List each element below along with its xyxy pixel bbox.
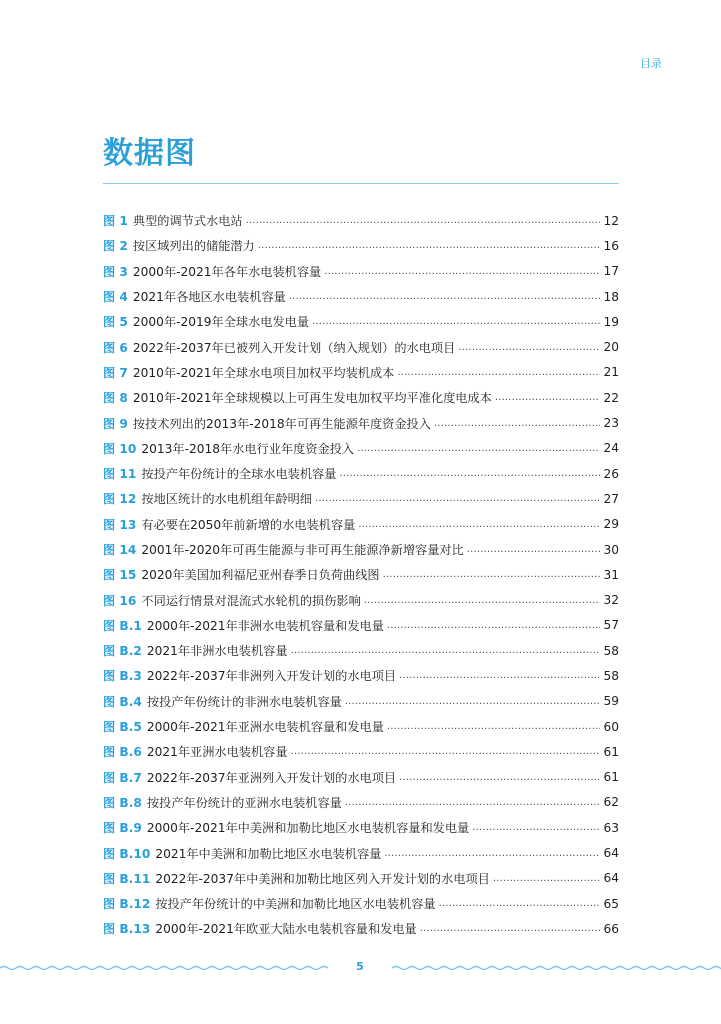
figure-title: 2000年-2021年欧亚大陆水电装机容量和发电量 bbox=[155, 922, 417, 937]
figure-title: 2000年-2021年非洲水电装机容量和发电量 bbox=[146, 618, 384, 633]
figure-page-number: 19 bbox=[603, 314, 619, 329]
figure-page-number: 61 bbox=[603, 770, 619, 785]
figure-page-number: 62 bbox=[603, 795, 619, 810]
figure-entry[interactable] bbox=[103, 790, 619, 815]
dot-leader bbox=[495, 392, 601, 403]
figure-number: 图 12 bbox=[103, 492, 137, 507]
figure-number: 图 B.4 bbox=[103, 694, 142, 709]
figure-page-number: 66 bbox=[603, 921, 619, 936]
toc-link[interactable]: 目录 bbox=[640, 57, 662, 70]
dot-leader bbox=[420, 923, 601, 934]
figure-number: 图 B.9 bbox=[103, 821, 142, 836]
figure-number: 图 B.6 bbox=[103, 745, 142, 760]
figure-page-number: 29 bbox=[603, 517, 619, 532]
dot-leader bbox=[399, 772, 600, 783]
figure-title: 2000年-2021年亚洲水电装机容量和发电量 bbox=[146, 720, 384, 735]
figure-page-number: 18 bbox=[603, 289, 619, 304]
dot-leader bbox=[339, 468, 600, 479]
figure-page-number: 65 bbox=[603, 896, 619, 911]
figure-title: 按投产年份统计的亚洲水电装机容量 bbox=[146, 795, 342, 810]
figure-page-number: 64 bbox=[603, 846, 619, 861]
dot-leader bbox=[345, 797, 601, 808]
figure-number: 图 B.11 bbox=[103, 871, 151, 886]
dot-leader bbox=[387, 620, 601, 631]
figure-title: 2000年-2021年中美洲和加勒比地区水电装机容量和发电量 bbox=[146, 821, 470, 836]
figure-title: 2010年-2021年全球规模以上可再生发电加权平均平准化度电成本 bbox=[132, 391, 492, 406]
figure-page-number: 31 bbox=[603, 567, 619, 582]
figure-title: 2020年美国加利福尼亚州春季日负荷曲线图 bbox=[141, 568, 380, 583]
dot-leader bbox=[434, 418, 601, 429]
figure-title: 2022年-2037年中美洲和加勒比地区列入开发计划的水电项目 bbox=[155, 871, 490, 886]
figure-number: 图 6 bbox=[103, 340, 128, 355]
figure-number: 图 5 bbox=[103, 315, 128, 330]
dot-leader bbox=[364, 595, 601, 606]
footer-wave-right bbox=[392, 967, 721, 970]
figure-entry[interactable] bbox=[103, 537, 619, 562]
figure-page-number: 24 bbox=[603, 441, 619, 456]
figure-page-number: 21 bbox=[603, 365, 619, 380]
figure-entry[interactable] bbox=[103, 309, 619, 334]
figure-entry[interactable] bbox=[103, 891, 619, 916]
figure-title: 按投产年份统计的非洲水电装机容量 bbox=[146, 694, 342, 709]
figure-entry[interactable] bbox=[103, 334, 619, 359]
figure-title: 2010年-2021年全球水电项目加权平均装机成本 bbox=[132, 365, 395, 380]
dot-leader bbox=[384, 848, 600, 859]
figure-title: 2022年-2037年亚洲列入开发计划的水电项目 bbox=[146, 770, 397, 785]
figure-number: 图 1 bbox=[103, 214, 128, 229]
figure-number: 图 11 bbox=[103, 467, 137, 482]
figure-entry[interactable] bbox=[103, 587, 619, 612]
figure-entry[interactable] bbox=[103, 360, 619, 385]
figure-title: 不同运行情景对混流式水轮机的损伤影响 bbox=[141, 593, 361, 608]
figure-entry[interactable] bbox=[103, 866, 619, 891]
figure-list bbox=[103, 208, 619, 942]
figure-page-number: 12 bbox=[603, 213, 619, 228]
figure-title: 按地区统计的水电机组年龄明细 bbox=[141, 492, 313, 507]
figure-entry[interactable] bbox=[103, 208, 619, 233]
figure-number: 图 B.3 bbox=[103, 669, 142, 684]
dot-leader bbox=[291, 746, 601, 757]
figure-page-number: 58 bbox=[603, 643, 619, 658]
figure-title: 按区域列出的储能潜力 bbox=[132, 239, 255, 254]
figure-number: 图 B.8 bbox=[103, 795, 142, 810]
figure-page-number: 59 bbox=[603, 694, 619, 709]
figure-number: 图 B.13 bbox=[103, 922, 151, 937]
dot-leader bbox=[387, 721, 601, 732]
figure-entry[interactable] bbox=[103, 562, 619, 587]
dot-leader bbox=[246, 215, 601, 226]
dot-leader bbox=[291, 645, 601, 656]
page-number: 5 bbox=[356, 960, 364, 973]
figure-page-number: 16 bbox=[603, 238, 619, 253]
figure-title: 2021年中美洲和加勒比地区水电装机容量 bbox=[155, 846, 382, 861]
dot-leader bbox=[493, 873, 601, 884]
figure-entry[interactable] bbox=[103, 233, 619, 258]
figure-number: 图 2 bbox=[103, 239, 128, 254]
figure-page-number: 30 bbox=[603, 542, 619, 557]
figure-title: 2022年-2037年非洲列入开发计划的水电项目 bbox=[146, 669, 397, 684]
figure-entry[interactable] bbox=[103, 765, 619, 790]
figure-number: 图 7 bbox=[103, 365, 128, 380]
figure-entry[interactable] bbox=[103, 815, 619, 840]
dot-leader bbox=[472, 822, 600, 833]
figure-entry[interactable] bbox=[103, 689, 619, 714]
figure-entry[interactable] bbox=[103, 714, 619, 739]
dot-leader bbox=[397, 367, 600, 378]
figure-entry[interactable] bbox=[103, 840, 619, 865]
figure-page-number: 32 bbox=[603, 593, 619, 608]
figure-page-number: 63 bbox=[603, 820, 619, 835]
figure-number: 图 8 bbox=[103, 391, 128, 406]
figure-page-number: 22 bbox=[603, 390, 619, 405]
dot-leader bbox=[439, 898, 601, 909]
page-title: 数据图 bbox=[103, 136, 196, 171]
figure-number: 图 9 bbox=[103, 416, 128, 431]
figure-number: 图 13 bbox=[103, 517, 137, 532]
dot-leader bbox=[345, 696, 601, 707]
figure-title: 2021年非洲水电装机容量 bbox=[146, 644, 288, 659]
dot-leader bbox=[289, 291, 601, 302]
figure-page-number: 26 bbox=[603, 466, 619, 481]
dot-leader bbox=[315, 493, 600, 504]
figure-entry[interactable] bbox=[103, 259, 619, 284]
figure-number: 图 15 bbox=[103, 568, 137, 583]
figure-number: 图 16 bbox=[103, 593, 137, 608]
figure-entry[interactable] bbox=[103, 385, 619, 410]
figure-page-number: 60 bbox=[603, 719, 619, 734]
figure-number: 图 10 bbox=[103, 441, 137, 456]
figure-number: 图 B.7 bbox=[103, 770, 142, 785]
figure-entry[interactable] bbox=[103, 486, 619, 511]
figure-title: 按投产年份统计的全球水电装机容量 bbox=[141, 467, 337, 482]
figure-page-number: 17 bbox=[603, 264, 619, 279]
figure-title: 2022年-2037年已被列入开发计划（纳入规划）的水电项目 bbox=[132, 340, 456, 355]
figure-title: 2000年-2021年各年水电装机容量 bbox=[132, 264, 322, 279]
figure-entry[interactable] bbox=[103, 410, 619, 435]
figure-title: 2021年亚洲水电装机容量 bbox=[146, 745, 288, 760]
dot-leader bbox=[458, 342, 600, 353]
figure-page-number: 58 bbox=[603, 668, 619, 683]
figure-number: 图 14 bbox=[103, 543, 137, 557]
figure-number: 图 B.2 bbox=[103, 644, 142, 659]
figure-entry[interactable] bbox=[103, 663, 619, 688]
figure-entry[interactable] bbox=[103, 613, 619, 638]
figure-title: 有必要在2050年前新增的水电装机容量 bbox=[141, 517, 356, 532]
dot-leader bbox=[357, 443, 600, 454]
figure-page-number: 61 bbox=[603, 744, 619, 759]
figure-entry[interactable] bbox=[103, 739, 619, 764]
footer-wave-left bbox=[0, 967, 328, 970]
figure-entry[interactable] bbox=[103, 512, 619, 537]
figure-title: 按技术列出的2013年-2018年可再生能源年度资金投入 bbox=[132, 416, 431, 431]
figure-entry[interactable] bbox=[103, 284, 619, 309]
figure-entry[interactable] bbox=[103, 436, 619, 461]
figure-entry[interactable] bbox=[103, 638, 619, 663]
figure-page-number: 23 bbox=[603, 416, 619, 431]
title-divider bbox=[103, 183, 619, 184]
figure-number: 图 4 bbox=[103, 290, 128, 305]
figure-number: 图 3 bbox=[103, 264, 128, 279]
figure-number: 图 B.1 bbox=[103, 618, 142, 633]
dot-leader bbox=[258, 240, 601, 251]
dot-leader bbox=[324, 266, 600, 277]
dot-leader bbox=[358, 519, 600, 530]
figure-page-number: 27 bbox=[603, 491, 619, 506]
dot-leader bbox=[383, 569, 601, 580]
dot-leader bbox=[467, 544, 601, 555]
figure-title: 按投产年份统计的中美洲和加勒比地区水电装机容量 bbox=[155, 897, 436, 912]
figure-page-number: 64 bbox=[603, 871, 619, 886]
figure-entry[interactable] bbox=[103, 461, 619, 486]
figure-title: 2001年-2020年可再生能源与非可再生能源净新增容量对比 bbox=[141, 543, 464, 557]
figure-page-number: 20 bbox=[603, 340, 619, 355]
figure-number: 图 B.12 bbox=[103, 897, 151, 912]
figure-title: 典型的调节式水电站 bbox=[132, 214, 243, 229]
dot-leader bbox=[312, 316, 600, 327]
figure-entry[interactable] bbox=[103, 916, 619, 941]
figure-title: 2000年-2019年全球水电发电量 bbox=[132, 315, 310, 330]
figure-title: 2013年-2018年水电行业年度资金投入 bbox=[141, 441, 355, 456]
dot-leader bbox=[399, 670, 600, 681]
figure-number: 图 B.5 bbox=[103, 720, 142, 735]
figure-page-number: 57 bbox=[603, 618, 619, 633]
figure-number: 图 B.10 bbox=[103, 846, 151, 861]
figure-title: 2021年各地区水电装机容量 bbox=[132, 290, 286, 305]
